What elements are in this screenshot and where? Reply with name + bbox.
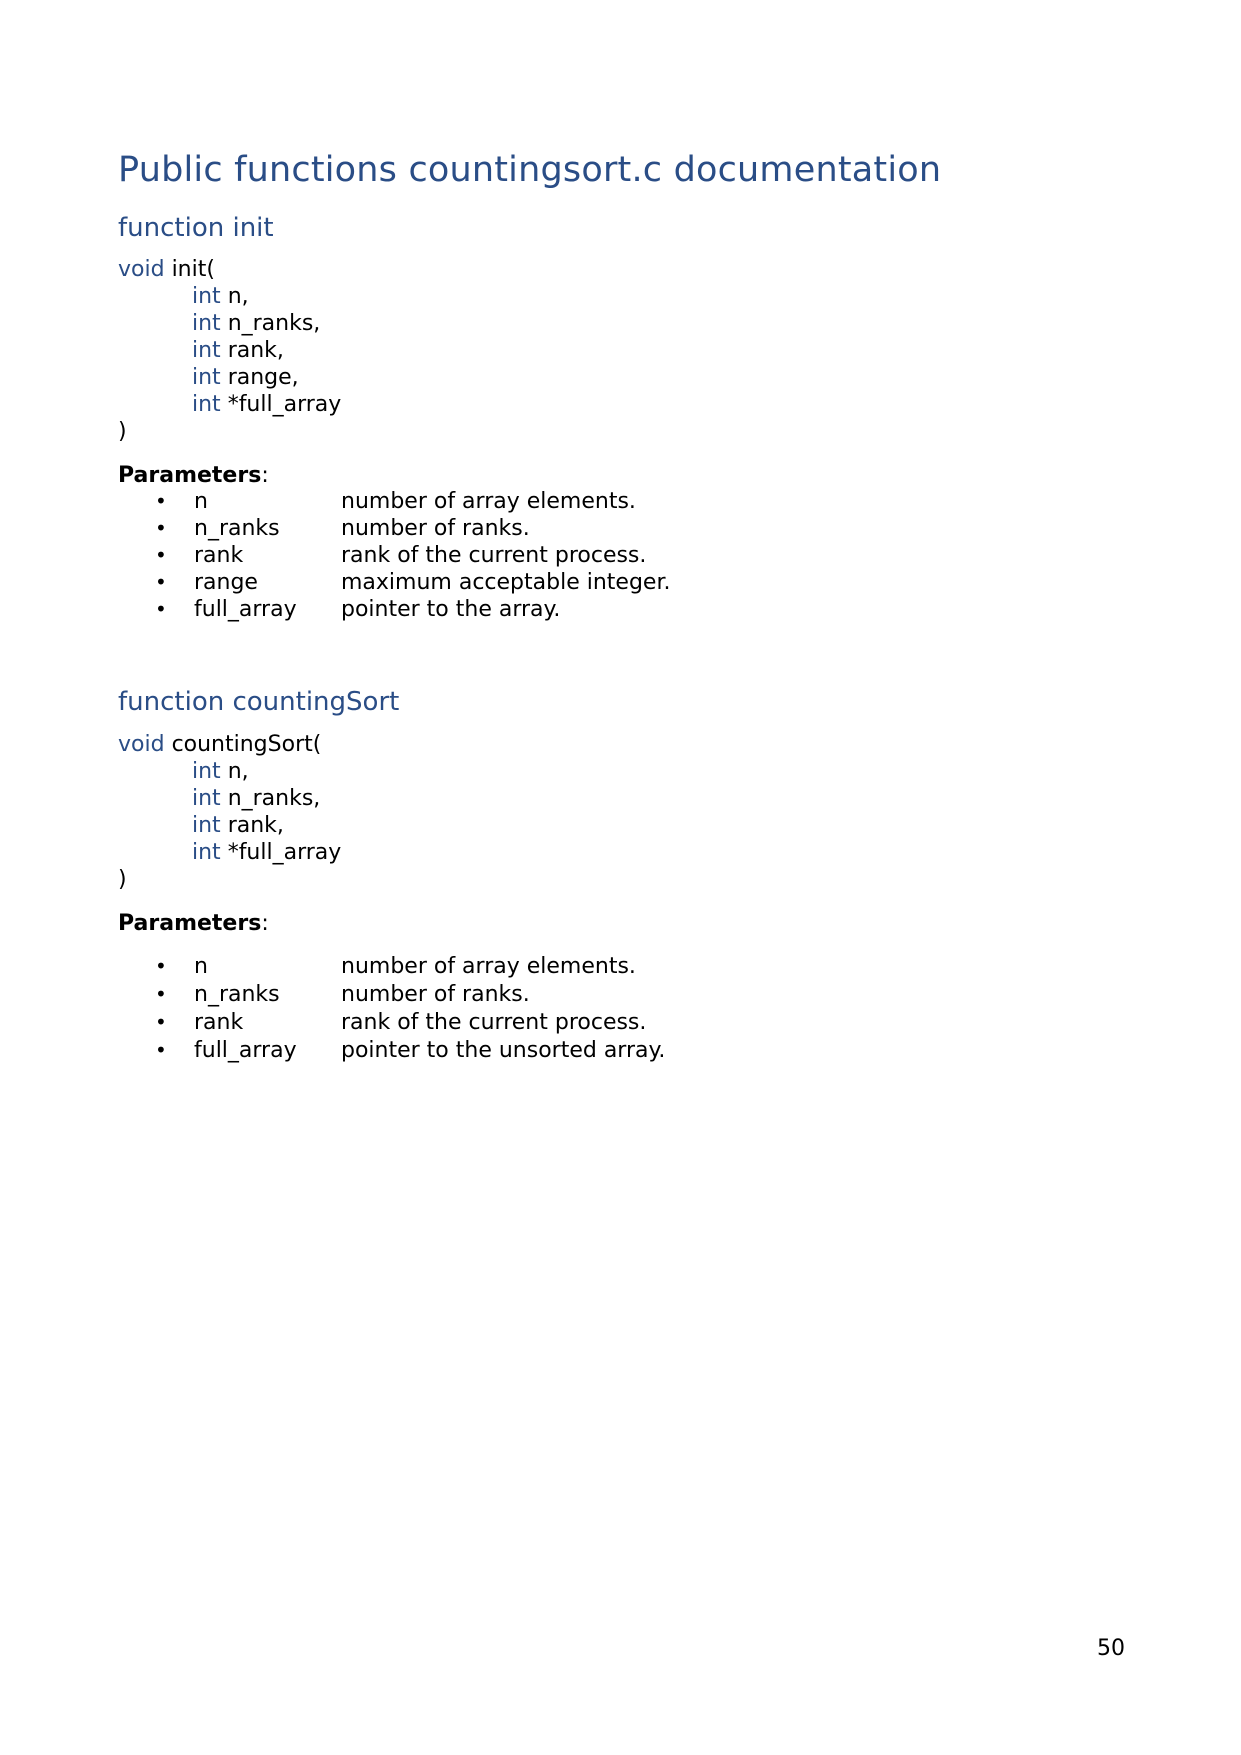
return-type: void xyxy=(118,257,165,282)
param-name: n xyxy=(194,954,208,979)
countingsort-sig-param xyxy=(192,761,249,783)
init-parameters-label xyxy=(118,465,269,487)
param-name: n, xyxy=(227,759,249,784)
param-name: rank xyxy=(194,543,244,568)
bullet-icon: • xyxy=(155,543,167,567)
bullet-icon: • xyxy=(155,570,167,594)
init-close-paren: ) xyxy=(118,419,127,444)
param-description: rank of the current process. xyxy=(341,543,647,568)
bullet-icon: • xyxy=(155,1010,167,1034)
bullet-icon: • xyxy=(155,489,167,513)
param-name: range xyxy=(194,570,258,595)
init-sig-param xyxy=(192,286,249,308)
bullet-icon: • xyxy=(155,516,167,540)
function-name: countingSort( xyxy=(171,732,322,757)
param-item xyxy=(0,1012,900,1038)
countingsort-close-paren: ) xyxy=(118,867,127,892)
param-type: int xyxy=(192,759,221,784)
parameters-label-text: Parameters xyxy=(118,911,262,936)
param-name: n_ranks, xyxy=(227,311,321,336)
page-number: 50 xyxy=(1097,1636,1125,1661)
param-type: int xyxy=(192,813,221,838)
param-name: rank xyxy=(194,1010,244,1035)
param-name: full_array xyxy=(194,597,297,622)
return-type: void xyxy=(118,732,165,757)
param-item xyxy=(0,491,900,517)
param-description: rank of the current process. xyxy=(341,1010,647,1035)
param-type: int xyxy=(192,365,221,390)
param-type: int xyxy=(192,311,221,336)
param-description: pointer to the unsorted array. xyxy=(341,1038,666,1063)
bullet-icon: • xyxy=(155,597,167,621)
init-signature-line xyxy=(118,259,215,281)
param-description: number of array elements. xyxy=(341,954,636,979)
param-item xyxy=(0,599,900,625)
bullet-icon: • xyxy=(155,1038,167,1062)
parameters-colon: : xyxy=(261,911,269,936)
param-name: n_ranks, xyxy=(227,786,321,811)
bullet-icon: • xyxy=(155,982,167,1006)
param-name: *full_array xyxy=(227,840,342,865)
parameters-label-text: Parameters xyxy=(118,463,262,488)
param-item xyxy=(0,572,900,598)
param-type: int xyxy=(192,392,221,417)
param-type: int xyxy=(192,840,221,865)
bullet-icon: • xyxy=(155,954,167,978)
param-name: range, xyxy=(227,365,299,390)
param-description: number of ranks. xyxy=(341,516,530,541)
countingsort-signature-line xyxy=(118,734,321,756)
parameters-colon: : xyxy=(261,463,269,488)
function-name: init( xyxy=(171,257,215,282)
init-sig-param xyxy=(192,313,320,335)
init-sig-param xyxy=(192,394,341,416)
param-name: *full_array xyxy=(227,392,342,417)
param-type: int xyxy=(192,284,221,309)
param-type: int xyxy=(192,786,221,811)
param-type: int xyxy=(192,338,221,363)
page-title: Public functions countingsort.c documentation xyxy=(118,150,942,190)
param-item xyxy=(0,984,900,1010)
param-name: n_ranks xyxy=(194,516,280,541)
function-init-heading: function init xyxy=(118,213,274,243)
param-item xyxy=(0,518,900,544)
function-countingsort-heading: function countingSort xyxy=(118,687,400,717)
param-name: full_array xyxy=(194,1038,297,1063)
init-sig-param xyxy=(192,340,284,362)
param-name: rank, xyxy=(227,338,284,363)
param-name: rank, xyxy=(227,813,284,838)
param-name: n xyxy=(194,489,208,514)
countingsort-sig-param xyxy=(192,815,284,837)
param-description: number of array elements. xyxy=(341,489,636,514)
param-description: pointer to the array. xyxy=(341,597,561,622)
countingsort-sig-param xyxy=(192,842,341,864)
param-item xyxy=(0,545,900,571)
param-name: n_ranks xyxy=(194,982,280,1007)
countingsort-sig-param xyxy=(192,788,320,810)
param-name: n, xyxy=(227,284,249,309)
param-description: maximum acceptable integer. xyxy=(341,570,671,595)
countingsort-parameters-label xyxy=(118,913,269,935)
param-item xyxy=(0,1040,900,1066)
init-sig-param xyxy=(192,367,299,389)
param-description: number of ranks. xyxy=(341,982,530,1007)
param-item xyxy=(0,956,900,982)
